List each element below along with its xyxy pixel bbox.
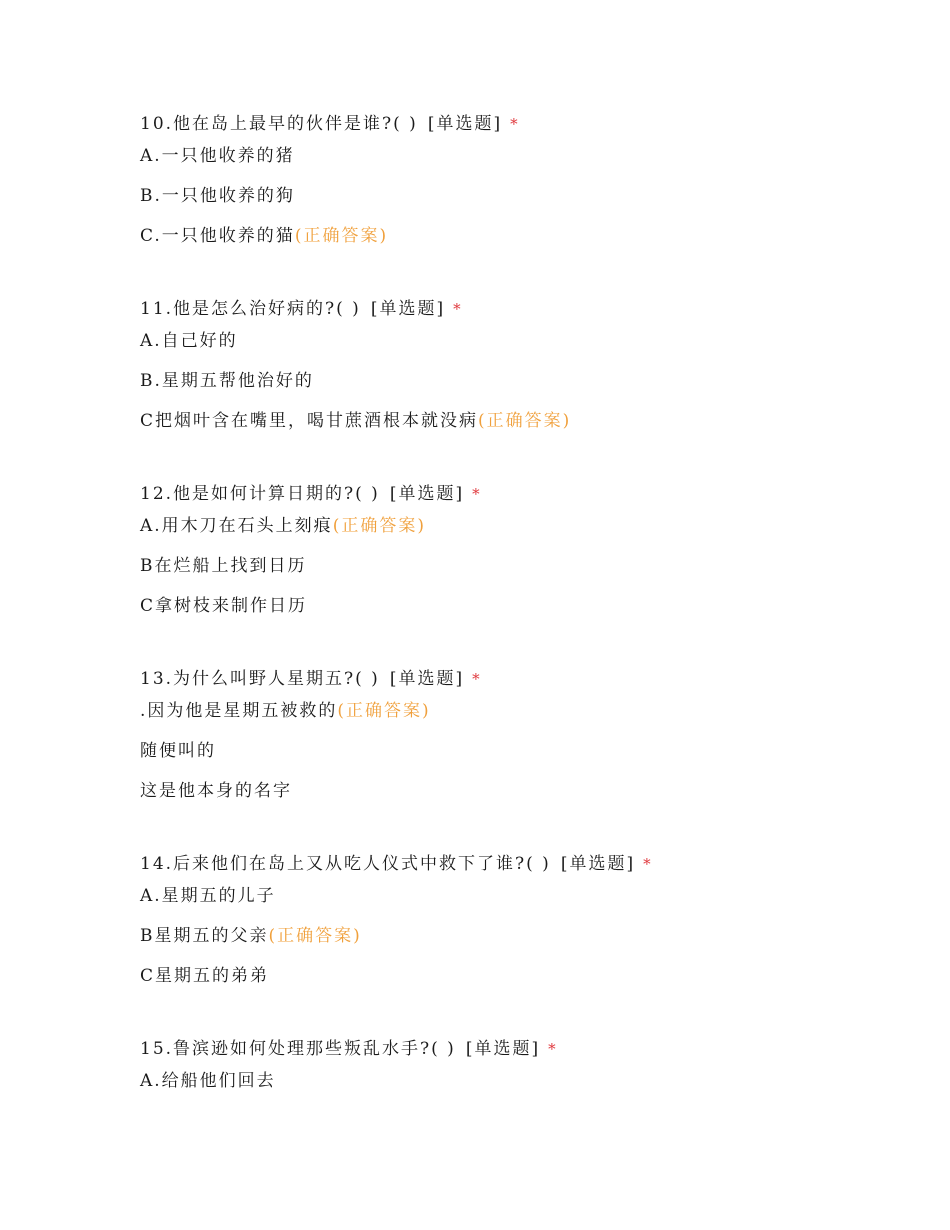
question-15 [140,1038,900,1092]
option-text: C拿树枝来制作日历 [140,596,308,616]
correct-answer-mark: (正确答案) [478,411,572,431]
option-text: C星期五的弟弟 [140,966,270,986]
question-14 [140,853,900,987]
option-text: 这是他本身的名字 [140,781,292,801]
required-star: * [510,115,520,133]
option-text: A.星期五的儿子 [140,886,276,906]
option-c[interactable] [140,965,900,987]
question-text: 13.为什么叫野人星期五?( ) [140,669,380,689]
question-type: [单选题] [389,484,465,504]
question-title [140,113,900,135]
option-b[interactable] [140,185,900,207]
required-star: * [548,1040,558,1058]
option-b[interactable] [140,740,900,762]
required-star: * [643,855,653,873]
option-a[interactable] [140,330,900,352]
question-title [140,1038,900,1060]
option-a[interactable] [140,145,900,167]
option-b[interactable] [140,925,900,947]
option-c[interactable] [140,225,900,247]
question-type: [单选题] [370,299,446,319]
correct-answer-mark: (正确答案) [332,516,426,536]
option-text: B.星期五帮他治好的 [140,371,314,391]
option-a[interactable] [140,1070,900,1092]
option-text: C把烟叶含在嘴里，喝甘蔗酒根本就没病 [140,411,479,431]
question-type: [单选题] [560,854,636,874]
option-c[interactable] [140,410,900,432]
required-star: * [472,670,482,688]
question-11 [140,298,900,432]
option-text: A.用木刀在石头上刻痕 [140,516,333,536]
option-a[interactable] [140,885,900,907]
correct-answer-mark: (正确答案) [337,701,431,721]
question-text: 11.他是怎么治好病的?( ) [140,299,361,319]
question-type: [单选题] [389,669,465,689]
question-title [140,853,900,875]
option-b[interactable] [140,370,900,392]
question-text: 10.他在岛上最早的伙伴是谁?( ) [140,114,418,134]
option-text: A.给船他们回去 [140,1071,276,1091]
option-text: B.一只他收养的狗 [140,186,295,206]
correct-answer-mark: (正确答案) [268,926,362,946]
question-title [140,483,900,505]
option-text: 随便叫的 [140,741,216,761]
option-b[interactable] [140,555,900,577]
question-type: [单选题] [427,114,503,134]
option-text: B星期五的父亲 [140,926,269,946]
question-text: 15.鲁滨逊如何处理那些叛乱水手?( ) [140,1039,456,1059]
question-text: 12.他是如何计算日期的?( ) [140,484,380,504]
option-text: B在烂船上找到日历 [140,556,307,576]
option-text: C.一只他收养的猫 [140,226,295,246]
option-text: A.自己好的 [140,331,238,351]
option-a[interactable] [140,515,900,537]
question-text: 14.后来他们在岛上又从吃人仪式中救下了谁?( ) [140,854,551,874]
option-c[interactable] [140,595,900,617]
required-star: * [472,485,482,503]
correct-answer-mark: (正确答案) [294,226,389,246]
option-c[interactable] [140,780,900,802]
option-text: A.一只他收养的猪 [140,146,295,166]
question-13 [140,668,900,802]
question-title [140,298,900,320]
option-text: .因为他是星期五被救的 [140,701,338,721]
required-star: * [453,300,463,318]
question-title [140,668,900,690]
question-10 [140,113,900,247]
question-type: [单选题] [465,1039,541,1059]
question-12 [140,483,900,617]
option-a[interactable] [140,700,900,722]
